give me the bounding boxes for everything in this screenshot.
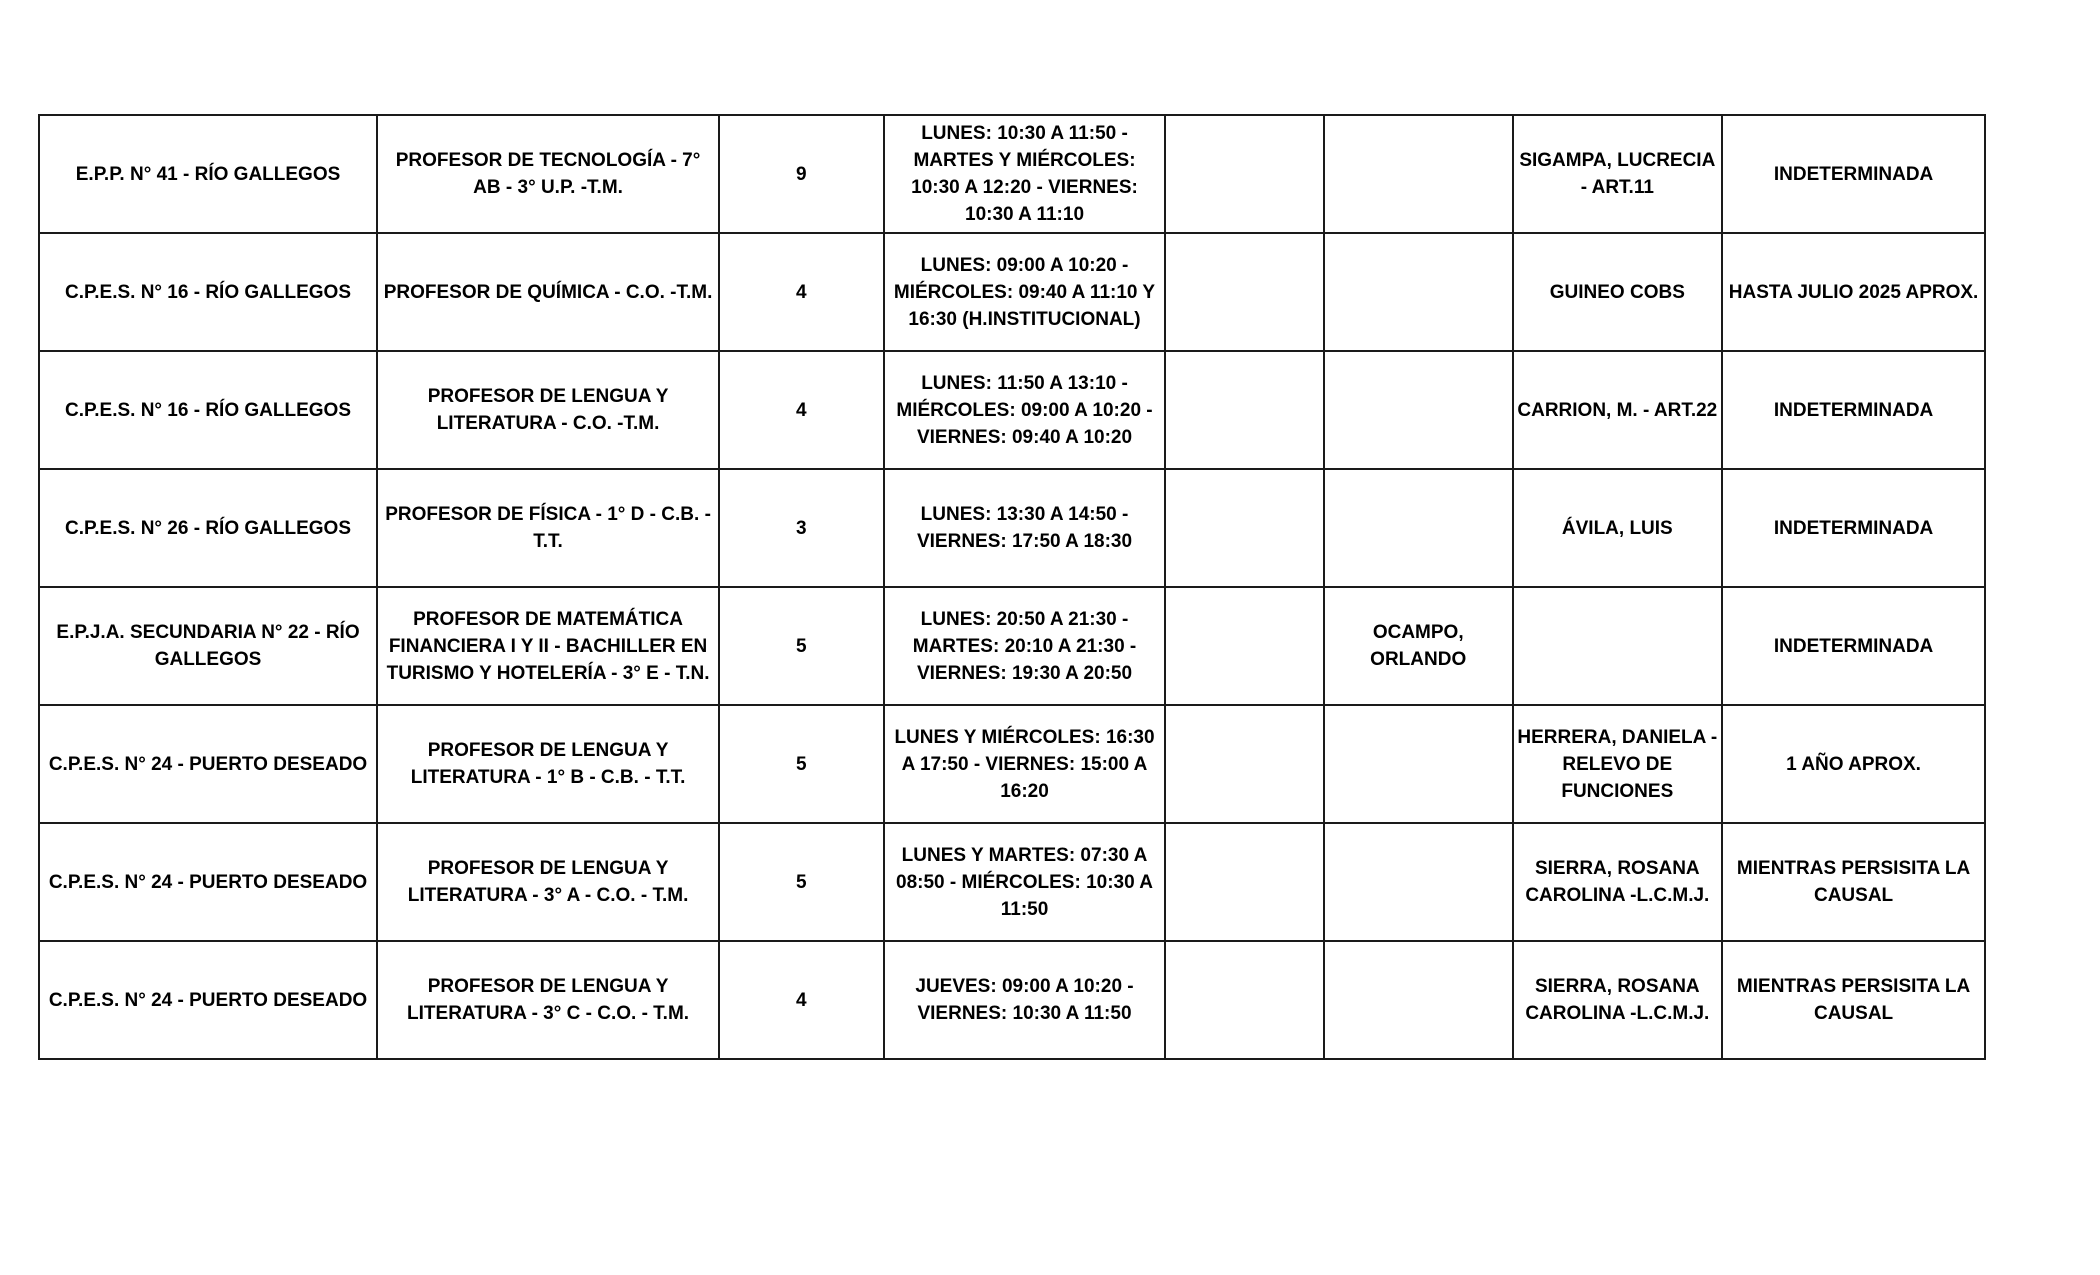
vacancies-table xyxy=(38,114,1986,1060)
replaced-teacher-cell xyxy=(1513,587,1723,705)
hours-cell: 5 xyxy=(719,587,884,705)
position-cell: PROFESOR DE FÍSICA - 1° D - C.B. - T.T. xyxy=(377,469,719,587)
duration-cell: INDETERMINADA xyxy=(1722,115,1985,233)
empty-cell xyxy=(1165,705,1323,823)
hours-cell: 4 xyxy=(719,351,884,469)
assigned-teacher-cell xyxy=(1324,115,1513,233)
replaced-teacher-cell: HERRERA, DANIELA - RELEVO DE FUNCIONES xyxy=(1513,705,1723,823)
empty-cell xyxy=(1165,587,1323,705)
table-row xyxy=(39,587,1985,705)
schedule-cell: LUNES: 20:50 A 21:30 - MARTES: 20:10 A 21:30 - VIERNES: 19:30 A 20:50 xyxy=(884,587,1166,705)
school-cell: E.P.P. N° 41 - RÍO GALLEGOS xyxy=(39,115,377,233)
replaced-teacher-cell: SIERRA, ROSANA CAROLINA -L.C.M.J. xyxy=(1513,941,1723,1059)
replaced-teacher-cell: ÁVILA, LUIS xyxy=(1513,469,1723,587)
empty-cell xyxy=(1165,469,1323,587)
duration-cell: INDETERMINADA xyxy=(1722,351,1985,469)
table-row xyxy=(39,469,1985,587)
table-row xyxy=(39,823,1985,941)
assigned-teacher-cell xyxy=(1324,469,1513,587)
hours-cell: 3 xyxy=(719,469,884,587)
table-body xyxy=(39,115,1985,1059)
replaced-teacher-cell: SIGAMPA, LUCRECIA - ART.11 xyxy=(1513,115,1723,233)
school-cell: C.P.E.S. N° 16 - RÍO GALLEGOS xyxy=(39,233,377,351)
assigned-teacher-cell xyxy=(1324,941,1513,1059)
schedule-cell: LUNES Y MIÉRCOLES: 16:30 A 17:50 - VIERNES: 15:00 A 16:20 xyxy=(884,705,1166,823)
empty-cell xyxy=(1165,233,1323,351)
table-row xyxy=(39,115,1985,233)
position-cell: PROFESOR DE QUÍMICA - C.O. -T.M. xyxy=(377,233,719,351)
school-cell: C.P.E.S. N° 26 - RÍO GALLEGOS xyxy=(39,469,377,587)
duration-cell: MIENTRAS PERSISITA LA CAUSAL xyxy=(1722,941,1985,1059)
school-cell: C.P.E.S. N° 24 - PUERTO DESEADO xyxy=(39,941,377,1059)
empty-cell xyxy=(1165,823,1323,941)
schedule-cell: LUNES: 10:30 A 11:50 - MARTES Y MIÉRCOLES: 10:30 A 12:20 - VIERNES: 10:30 A 11:10 xyxy=(884,115,1166,233)
hours-cell: 4 xyxy=(719,233,884,351)
school-cell: C.P.E.S. N° 24 - PUERTO DESEADO xyxy=(39,823,377,941)
hours-cell: 4 xyxy=(719,941,884,1059)
duration-cell: INDETERMINADA xyxy=(1722,587,1985,705)
hours-cell: 9 xyxy=(719,115,884,233)
assigned-teacher-cell xyxy=(1324,233,1513,351)
table-row xyxy=(39,233,1985,351)
replaced-teacher-cell: SIERRA, ROSANA CAROLINA -L.C.M.J. xyxy=(1513,823,1723,941)
position-cell: PROFESOR DE LENGUA Y LITERATURA - C.O. -T.M. xyxy=(377,351,719,469)
hours-cell: 5 xyxy=(719,705,884,823)
hours-cell: 5 xyxy=(719,823,884,941)
schedule-cell: LUNES Y MARTES: 07:30 A 08:50 - MIÉRCOLES: 10:30 A 11:50 xyxy=(884,823,1166,941)
assigned-teacher-cell xyxy=(1324,823,1513,941)
position-cell: PROFESOR DE LENGUA Y LITERATURA - 3° C - C.O. - T.M. xyxy=(377,941,719,1059)
duration-cell: 1 AÑO APROX. xyxy=(1722,705,1985,823)
assigned-teacher-cell xyxy=(1324,705,1513,823)
assigned-teacher-cell xyxy=(1324,351,1513,469)
duration-cell: INDETERMINADA xyxy=(1722,469,1985,587)
schedule-cell: LUNES: 13:30 A 14:50 - VIERNES: 17:50 A 18:30 xyxy=(884,469,1166,587)
table-row xyxy=(39,351,1985,469)
table-row xyxy=(39,941,1985,1059)
replaced-teacher-cell: GUINEO COBS xyxy=(1513,233,1723,351)
schedule-cell: JUEVES: 09:00 A 10:20 - VIERNES: 10:30 A 11:50 xyxy=(884,941,1166,1059)
school-cell: E.P.J.A. SECUNDARIA N° 22 - RÍO GALLEGOS xyxy=(39,587,377,705)
position-cell: PROFESOR DE TECNOLOGÍA - 7° AB - 3° U.P. -T.M. xyxy=(377,115,719,233)
position-cell: PROFESOR DE LENGUA Y LITERATURA - 3° A - C.O. - T.M. xyxy=(377,823,719,941)
position-cell: PROFESOR DE LENGUA Y LITERATURA - 1° B - C.B. - T.T. xyxy=(377,705,719,823)
empty-cell xyxy=(1165,941,1323,1059)
position-cell: PROFESOR DE MATEMÁTICA FINANCIERA I Y II - BACHILLER EN TURISMO Y HOTELERÍA - 3° E - T.N. xyxy=(377,587,719,705)
table-row xyxy=(39,705,1985,823)
assigned-teacher-cell: OCAMPO, ORLANDO xyxy=(1324,587,1513,705)
duration-cell: MIENTRAS PERSISITA LA CAUSAL xyxy=(1722,823,1985,941)
schedule-cell: LUNES: 09:00 A 10:20 - MIÉRCOLES: 09:40 A 11:10 Y 16:30 (H.INSTITUCIONAL) xyxy=(884,233,1166,351)
duration-cell: HASTA JULIO 2025 APROX. xyxy=(1722,233,1985,351)
school-cell: C.P.E.S. N° 16 - RÍO GALLEGOS xyxy=(39,351,377,469)
empty-cell xyxy=(1165,115,1323,233)
school-cell: C.P.E.S. N° 24 - PUERTO DESEADO xyxy=(39,705,377,823)
replaced-teacher-cell: CARRION, M. - ART.22 xyxy=(1513,351,1723,469)
schedule-cell: LUNES: 11:50 A 13:10 - MIÉRCOLES: 09:00 A 10:20 - VIERNES: 09:40 A 10:20 xyxy=(884,351,1166,469)
empty-cell xyxy=(1165,351,1323,469)
